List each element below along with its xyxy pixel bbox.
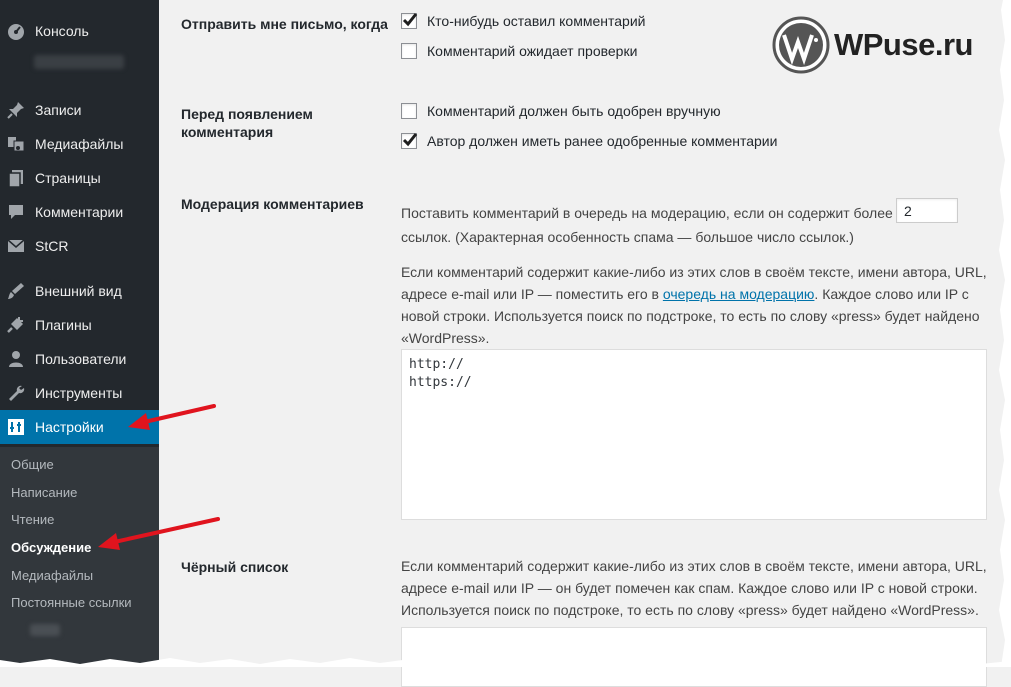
menu-label: Комментарии bbox=[35, 204, 124, 220]
submenu-writing[interactable]: Написание bbox=[11, 485, 78, 500]
menu-media[interactable] bbox=[0, 127, 159, 161]
submenu-general[interactable]: Общие bbox=[11, 457, 54, 472]
checkmark-icon bbox=[401, 11, 419, 29]
menu-label: Настройки bbox=[35, 419, 104, 435]
blurred-submenu-item bbox=[30, 624, 60, 636]
media-icon bbox=[6, 134, 26, 154]
moderation-heading: Модерация комментариев bbox=[181, 196, 364, 212]
blacklist-heading: Чёрный список bbox=[181, 559, 289, 575]
menu-label: Плагины bbox=[35, 317, 92, 333]
blacklist-text: Если комментарий содержит какие-либо из этих слов в своём тексте, имени автора, URL, адресе e-mail или IP — он будет помечен как спам. Каждое слово или IP с новой строки. Используется поиск по подстроке, то есть по слову «press» будет найдено «WordPress». bbox=[401, 558, 987, 618]
brush-icon bbox=[6, 281, 26, 301]
menu-posts[interactable] bbox=[0, 93, 159, 127]
menu-label: Внешний вид bbox=[35, 283, 122, 299]
option-label: Кто-нибудь оставил комментарий bbox=[427, 13, 646, 29]
submenu-reading[interactable]: Чтение bbox=[11, 512, 55, 527]
settings-icon bbox=[6, 417, 26, 437]
blurred-menu-item bbox=[34, 55, 124, 69]
menu-label: Страницы bbox=[35, 170, 101, 186]
option-label: Комментарий должен быть одобрен вручную bbox=[427, 103, 721, 119]
menu-tools[interactable] bbox=[0, 376, 159, 410]
dashboard-icon bbox=[6, 21, 26, 41]
menu-comments[interactable] bbox=[0, 195, 159, 229]
menu-appearance[interactable] bbox=[0, 274, 159, 308]
plugin-icon bbox=[6, 315, 26, 335]
menu-label: Инструменты bbox=[35, 385, 123, 401]
menu-label: Записи bbox=[35, 102, 82, 118]
settings-form bbox=[159, 0, 1011, 667]
menu-plugins[interactable] bbox=[0, 308, 159, 342]
menu-label: Консоль bbox=[35, 23, 89, 39]
submenu-media[interactable]: Медиафайлы bbox=[11, 568, 94, 583]
submenu-permalinks[interactable]: Постоянные ссылки bbox=[11, 595, 132, 610]
settings-submenu bbox=[0, 447, 159, 667]
submenu-discussion[interactable]: Обсуждение bbox=[11, 540, 92, 555]
admin-sidebar bbox=[0, 0, 159, 667]
links-text-before: Поставить комментарий в очередь на модерацию, если он содержит более bbox=[401, 205, 893, 221]
logo-text: WPuse.ru bbox=[834, 27, 973, 62]
menu-label: Медиафайлы bbox=[35, 136, 124, 152]
words-text-1: Если комментарий содержит какие-либо из этих слов в своём тексте, имени автора, URL, адресе e-mail или IP — поместить его в bbox=[401, 264, 987, 302]
before-comment-heading: Перед появлением комментария bbox=[181, 106, 313, 140]
option-label: Комментарий ожидает проверки bbox=[427, 43, 638, 59]
wrench-icon bbox=[6, 383, 26, 403]
words-text-2: . Каждое слово или IP с новой строки. Используется поиск по подстроке, то есть по слову «press» будет найдено «WordPress». bbox=[401, 286, 980, 346]
menu-stcr[interactable] bbox=[0, 229, 159, 263]
checkbox-checked[interactable] bbox=[401, 13, 417, 29]
notify-comment-option[interactable] bbox=[401, 13, 645, 29]
email-icon bbox=[6, 236, 26, 256]
manual-approve-option[interactable] bbox=[401, 103, 721, 119]
menu-dashboard[interactable] bbox=[0, 14, 159, 48]
menu-settings[interactable] bbox=[0, 410, 159, 444]
wordpress-logo-icon bbox=[772, 16, 830, 74]
pages-icon bbox=[6, 168, 26, 188]
torn-edge-right bbox=[993, 0, 1011, 667]
moderation-keys-textarea[interactable]: http:// https:// bbox=[401, 349, 987, 520]
pin-icon bbox=[6, 100, 26, 120]
menu-pages[interactable] bbox=[0, 161, 159, 195]
prev-approved-option[interactable] bbox=[401, 133, 777, 149]
moderation-links-input[interactable]: 2 bbox=[896, 198, 958, 223]
menu-users[interactable] bbox=[0, 342, 159, 376]
torn-edge-bottom bbox=[0, 655, 1011, 667]
checkbox-checked[interactable] bbox=[401, 133, 417, 149]
comments-icon bbox=[6, 202, 26, 222]
menu-label: StCR bbox=[35, 238, 69, 254]
menu-label: Пользователи bbox=[35, 351, 127, 367]
option-label: Автор должен иметь ранее одобренные комментарии bbox=[427, 133, 778, 149]
email-me-heading: Отправить мне письмо, когда bbox=[181, 16, 388, 32]
links-text-after: ссылок. (Характерная особенность спама — большое число ссылок.) bbox=[401, 229, 854, 245]
checkmark-icon bbox=[401, 131, 419, 149]
moderation-words-text bbox=[401, 261, 991, 349]
site-logo bbox=[772, 16, 973, 74]
notify-moderation-option[interactable] bbox=[401, 43, 637, 59]
users-icon bbox=[6, 349, 26, 369]
checkbox-unchecked[interactable] bbox=[401, 103, 417, 119]
moderation-queue-link[interactable]: очередь на модерацию bbox=[662, 286, 815, 302]
checkbox-unchecked[interactable] bbox=[401, 43, 417, 59]
